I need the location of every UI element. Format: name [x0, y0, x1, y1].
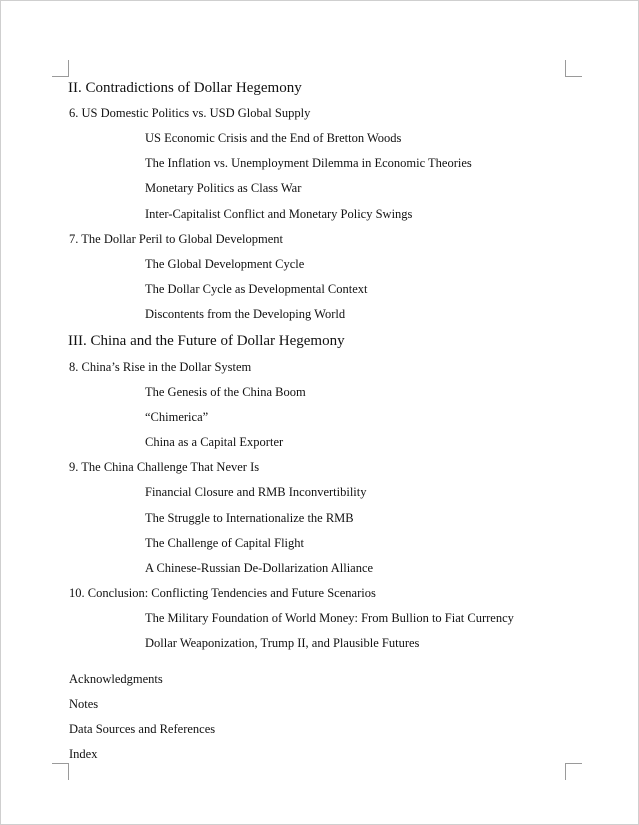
- margin-corner-mark-bottom-left: [52, 763, 69, 780]
- section-title: Inter-Capitalist Conflict and Monetary Policy Swings: [145, 207, 413, 221]
- section-title: The Challenge of Capital Flight: [145, 536, 304, 550]
- part-heading: III. China and the Future of Dollar Hegemony: [68, 333, 345, 349]
- section-title: Dollar Weaponization, Trump II, and Plausible Futures: [145, 636, 420, 650]
- section-title: A Chinese-Russian De-Dollarization Alliance: [145, 561, 374, 575]
- section-title: The Genesis of the China Boom: [145, 385, 306, 399]
- chapter-title: 6. US Domestic Politics vs. USD Global Supply: [69, 106, 311, 120]
- margin-corner-mark-top-left: [52, 60, 69, 77]
- section-title: Discontents from the Developing World: [145, 307, 346, 321]
- section-title: The Struggle to Internationalize the RMB: [145, 511, 354, 525]
- section-title: China as a Capital Exporter: [145, 435, 284, 449]
- chapter-title: 9. The China Challenge That Never Is: [69, 460, 260, 474]
- section-title: US Economic Crisis and the End of Bretton Woods: [145, 131, 402, 145]
- section-title: The Global Development Cycle: [145, 257, 305, 271]
- section-title: “Chimerica”: [145, 410, 209, 424]
- chapter-title: 7. The Dollar Peril to Global Development: [69, 232, 283, 246]
- chapter-title: 8. China’s Rise in the Dollar System: [69, 360, 252, 374]
- back-matter-acknowledgments: Acknowledgments: [69, 672, 163, 686]
- section-title: Financial Closure and RMB Inconvertibility: [145, 485, 367, 499]
- section-title: The Military Foundation of World Money: From Bullion to Fiat Currency: [145, 611, 514, 625]
- part-heading: II. Contradictions of Dollar Hegemony: [68, 80, 302, 96]
- chapter-title: 10. Conclusion: Conflicting Tendencies and Future Scenarios: [69, 586, 376, 600]
- section-title: Monetary Politics as Class War: [145, 181, 302, 195]
- margin-corner-mark-bottom-right: [565, 763, 582, 780]
- margin-corner-mark-top-right: [565, 60, 582, 77]
- back-matter-notes: Notes: [69, 697, 99, 711]
- back-matter-index: Index: [69, 747, 98, 761]
- section-title: The Dollar Cycle as Developmental Context: [145, 282, 368, 296]
- back-matter-data-sources: Data Sources and References: [69, 722, 216, 736]
- section-title: The Inflation vs. Unemployment Dilemma in Economic Theories: [145, 156, 472, 170]
